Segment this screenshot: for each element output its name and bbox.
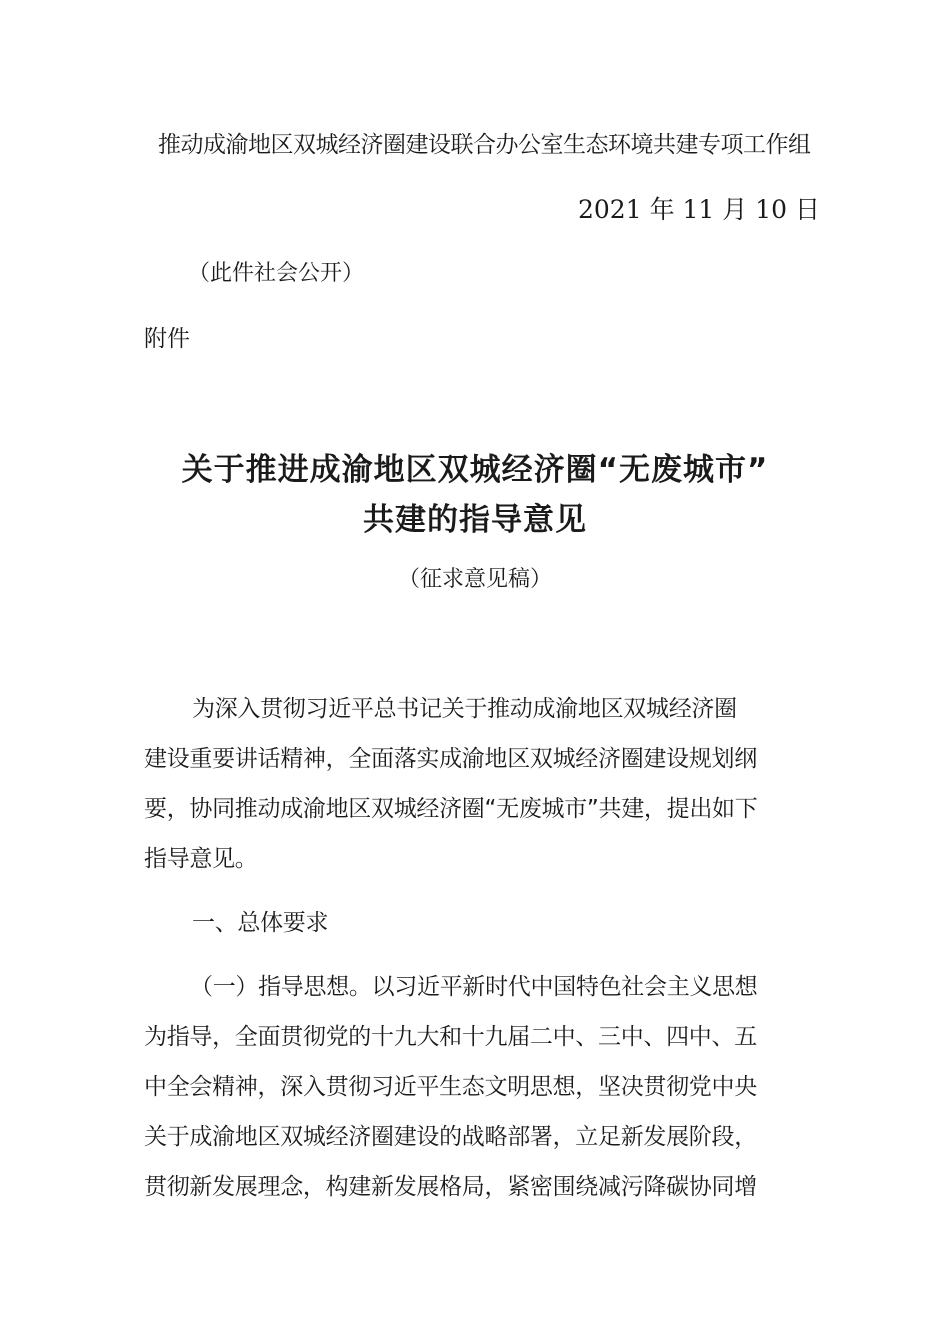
intro-line: 要，协同推动成渝地区双城经济圈“无废城市”共建，提出如下 xyxy=(144,796,758,822)
public-note: （此件社会公开） xyxy=(188,261,365,286)
document-title-line-2: 共建的指导意见 xyxy=(363,502,587,538)
document-subtitle: （征求意见稿） xyxy=(397,567,552,592)
paragraph-line: 关于成渝地区双城经济圈建设的战略部署，立足新发展阶段， xyxy=(144,1124,757,1150)
intro-line: 指导意见。 xyxy=(144,846,258,872)
section-heading: 一、总体要求 xyxy=(192,910,329,936)
paragraph-line: 贯彻新发展理念，构建新发展格局，紧密围绕减污降碳协同增 xyxy=(144,1174,757,1200)
attachment-label: 附件 xyxy=(144,326,190,352)
paragraph-line: 为指导，全面贯彻党的十九大和十九届二中、三中、四中、五 xyxy=(144,1024,757,1050)
issuer-name: 推动成渝地区双城经济圈建设联合办公室生态环境共建专项工作组 xyxy=(158,132,811,158)
intro-line: 为深入贯彻习近平总书记关于推动成渝地区双城经济圈 xyxy=(192,696,737,722)
paragraph-line: 中全会精神，深入贯彻习近平生态文明思想，坚决贯彻党中央 xyxy=(144,1074,757,1100)
document-title-line-1: 关于推进成渝地区双城经济圈“无废城市” xyxy=(181,452,769,488)
paragraph-line: （一）指导思想。以习近平新时代中国特色社会主义思想 xyxy=(190,974,758,1000)
intro-line: 建设重要讲话精神，全面落实成渝地区双城经济圈建设规划纲 xyxy=(144,746,757,772)
issue-date: 2021 年 11 月 10 日 xyxy=(578,195,820,224)
